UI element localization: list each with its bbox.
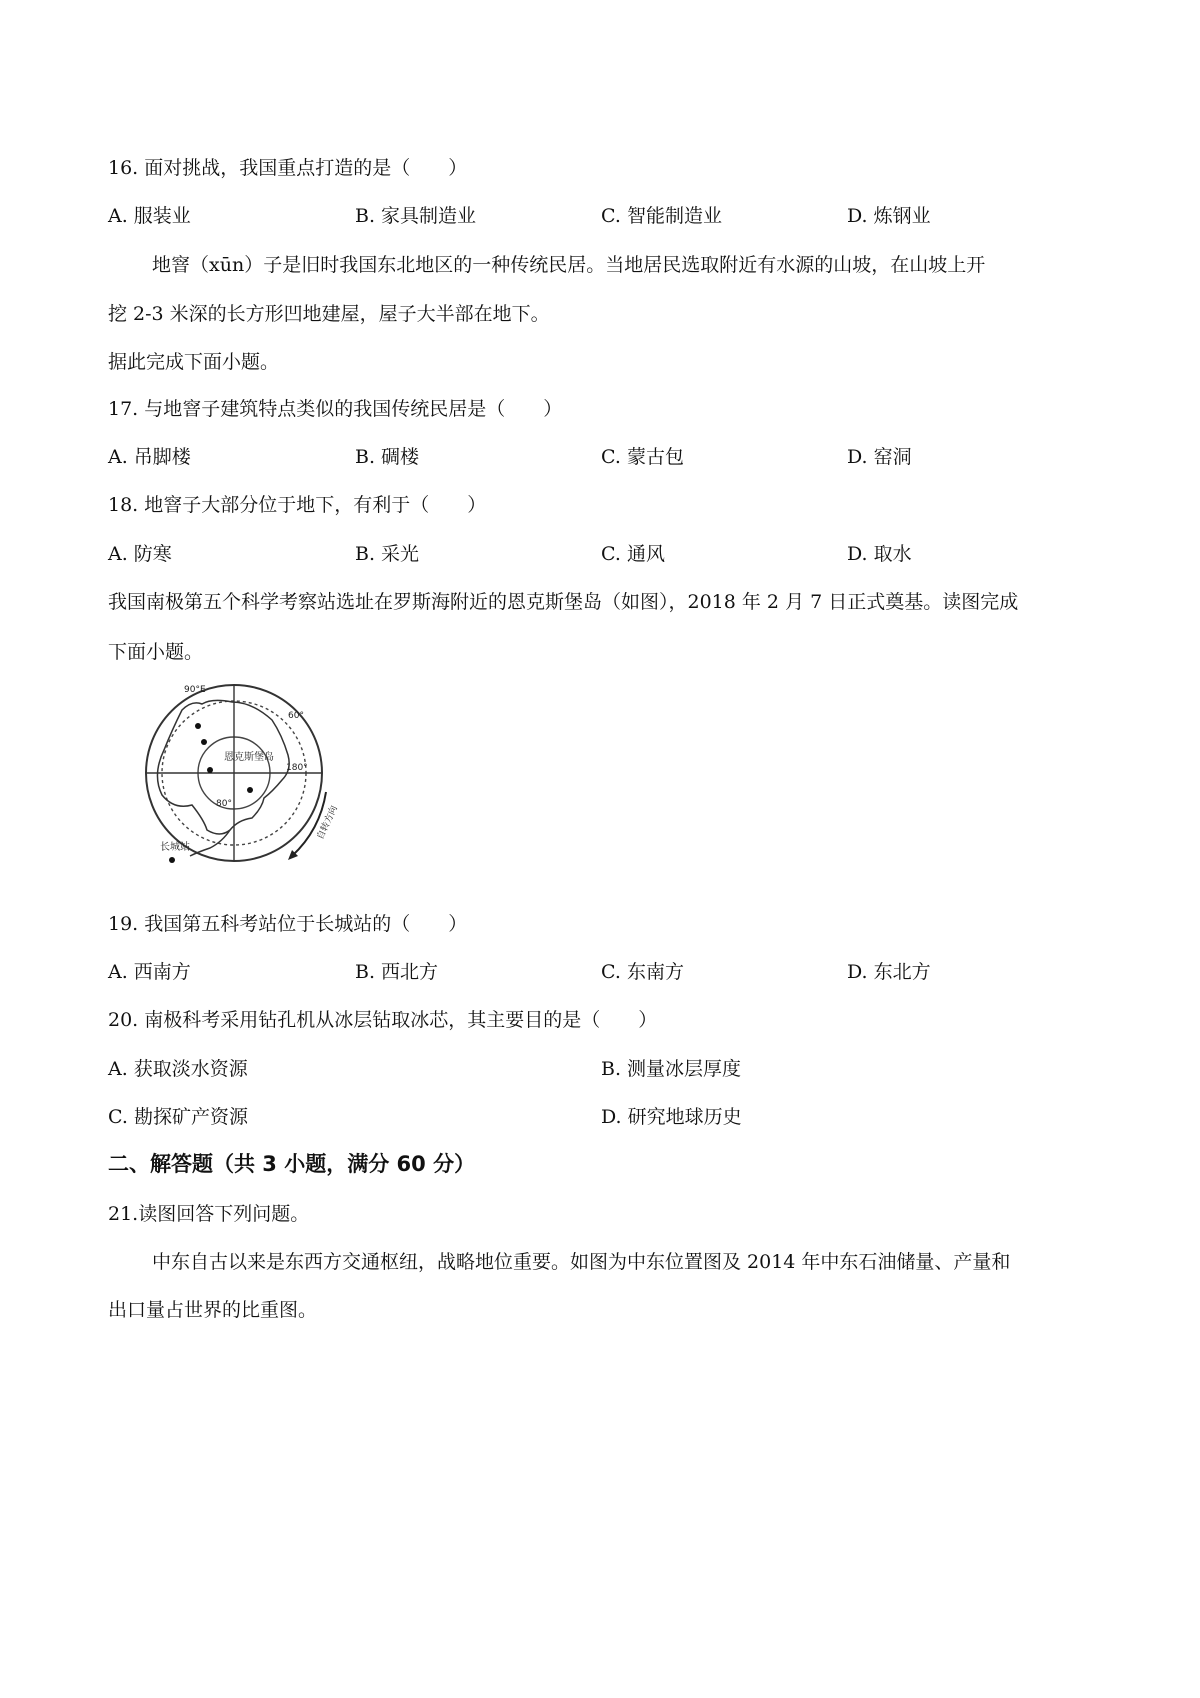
- station-dot: [247, 787, 253, 793]
- q17-option-d: D. 窑洞: [847, 446, 912, 468]
- q18-option-c: C. 通风: [601, 543, 665, 565]
- great-wall-station-dot: [169, 857, 175, 863]
- antarctica-map-figure: [112, 680, 362, 865]
- q20-option-d: D. 研究地球历史: [601, 1106, 742, 1128]
- question-17-stem: 17. 与地窨子建筑特点类似的我国传统民居是（ ）: [108, 398, 563, 420]
- q17-option-a: A. 吊脚楼: [108, 446, 191, 468]
- q18-option-a: A. 防寒: [108, 543, 172, 565]
- passage1-line3: 据此完成下面小题。: [108, 351, 280, 373]
- q20-option-b: B. 测量冰层厚度: [601, 1058, 742, 1080]
- q19-option-a: A. 西南方: [108, 961, 191, 983]
- q16-option-c: C. 智能制造业: [601, 205, 722, 227]
- section-2-heading: 二、解答题（共 3 小题，满分 60 分）: [108, 1152, 476, 1176]
- question-19-stem: 19. 我国第五科考站位于长城站的（ ）: [108, 913, 468, 935]
- q20-option-a: A. 获取淡水资源: [108, 1058, 248, 1080]
- question-16-stem: 16. 面对挑战，我国重点打造的是（ ）: [108, 157, 468, 179]
- q18-option-b: B. 采光: [355, 543, 420, 565]
- passage1-line2: 挖 2-3 米深的长方形凹地建屋，屋子大半部在地下。: [108, 303, 550, 325]
- station-dot: [201, 739, 207, 745]
- q19-option-d: D. 东北方: [847, 961, 931, 983]
- label-station: 恩克斯堡岛: [224, 752, 274, 763]
- q21-passage-line1: 中东自古以来是东西方交通枢纽，战略地位重要。如图为中东位置图及 2014 年中东石油储量、产量和: [152, 1251, 1011, 1273]
- label-80: 80°: [216, 799, 232, 809]
- q20-option-c: C. 勘探矿产资源: [108, 1106, 248, 1128]
- q18-option-d: D. 取水: [847, 543, 912, 565]
- station-dot: [195, 723, 201, 729]
- passage2-line2: 下面小题。: [108, 641, 204, 663]
- q19-option-b: B. 西北方: [355, 961, 439, 983]
- q16-option-b: B. 家具制造业: [355, 205, 477, 227]
- question-21-stem: 21.读图回答下列问题。: [108, 1203, 310, 1225]
- label-60: 60°: [288, 711, 304, 721]
- station-dot: [207, 767, 213, 773]
- question-18-stem: 18. 地窨子大部分位于地下，有利于（ ）: [108, 494, 487, 516]
- label-90e: 90°E: [184, 685, 206, 695]
- passage1-line1: 地窨（xūn）子是旧时我国东北地区的一种传统民居。当地居民选取附近有水源的山坡，在山坡上开: [152, 254, 986, 276]
- q17-option-c: C. 蒙古包: [601, 446, 684, 468]
- q17-option-b: B. 碉楼: [355, 446, 420, 468]
- q16-option-a: A. 服装业: [108, 205, 191, 227]
- label-180: 180°: [286, 763, 308, 773]
- q19-option-c: C. 东南方: [601, 961, 684, 983]
- q21-passage-line2: 出口量占世界的比重图。: [108, 1299, 318, 1321]
- label-rotation-direction: 自转方向: [315, 804, 340, 842]
- q16-option-d: D. 炼钢业: [847, 205, 931, 227]
- passage2-line1: 我国南极第五个科学考察站选址在罗斯海附近的恩克斯堡岛（如图），2018 年 2 月 7 日正式奠基。读图完成: [108, 591, 1019, 613]
- label-great-wall-station: 长城站: [160, 842, 190, 853]
- question-20-stem: 20. 南极科考采用钻孔机从冰层钻取冰芯，其主要目的是（ ）: [108, 1009, 658, 1031]
